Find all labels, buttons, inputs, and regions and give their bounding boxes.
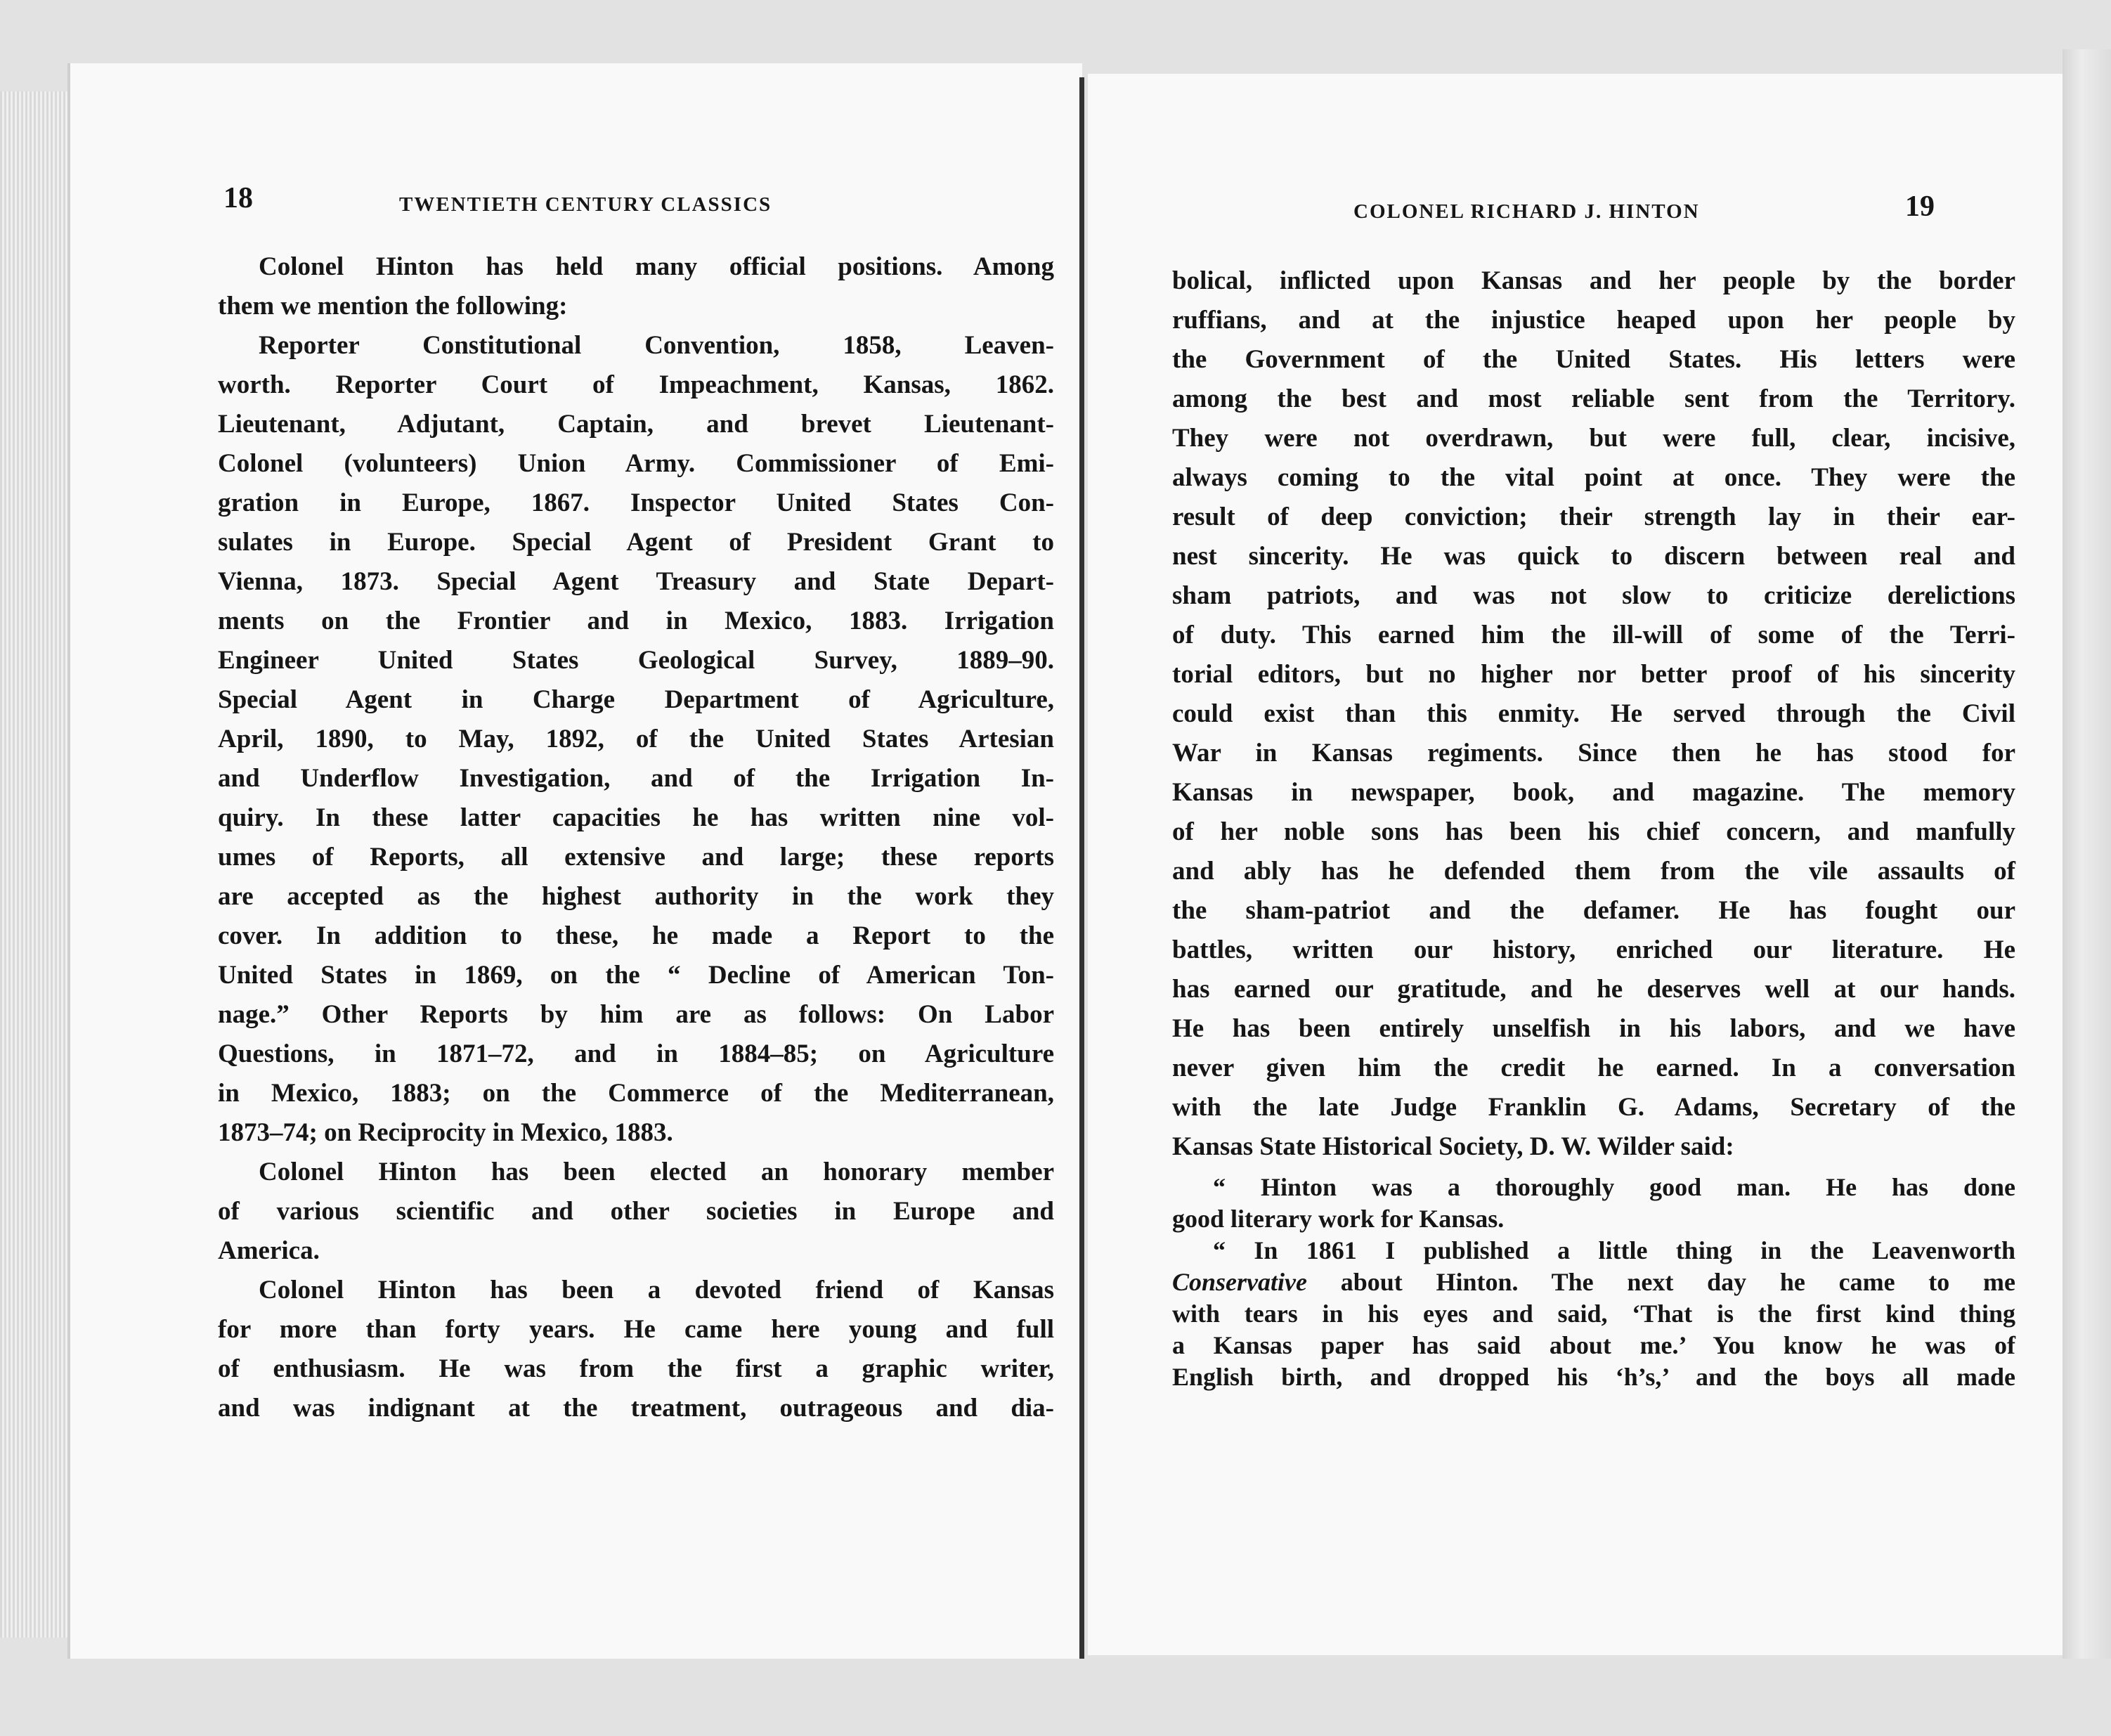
text-line: of enthusiasm. He was from the first a graphic writer,	[218, 1354, 1054, 1383]
text-line: Colonel Hinton has been elected an honorary member	[259, 1158, 1054, 1186]
text-line: among the best and most reliable sent from the Territory.	[1172, 384, 2015, 413]
page-number: 19	[1905, 190, 1935, 223]
text-line: and ably has he defended them from the vile assaults of	[1172, 857, 2015, 886]
running-head: COLONEL RICHARD J. HINTON	[1353, 200, 1700, 223]
block-quote	[1172, 1172, 2015, 1393]
right-body	[1172, 261, 2015, 1167]
left-page	[70, 63, 1082, 1659]
text-line: the sham-patriot and the defamer. He has fought our	[1172, 896, 2015, 925]
text-line: He has been entirely unselfish in his labors, and we have	[1172, 1014, 2015, 1043]
right-page	[1088, 74, 2063, 1655]
book-gutter	[1079, 77, 1084, 1659]
text-line: Colonel Hinton has been a devoted friend of Kansas	[259, 1276, 1054, 1304]
text-line: for more than forty years. He came here young and full	[218, 1315, 1054, 1344]
quote-line	[1172, 1267, 2015, 1298]
text-line: Vienna, 1873. Special Agent Treasury and State Depart-	[218, 567, 1054, 596]
quote-line: English birth, and dropped his ‘h’s,’ and the boys all made	[1172, 1363, 2015, 1391]
newspaper-title: Conservative	[1172, 1268, 1307, 1296]
text-line: the Government of the United States. His letters were	[1172, 345, 2015, 374]
text-line: battles, written our history, enriched our literature. He	[1172, 935, 2015, 964]
text-line: umes of Reports, all extensive and large; these reports	[218, 843, 1054, 872]
text-line: worth. Reporter Court of Impeachment, Kansas, 1862.	[218, 370, 1054, 399]
text-line: 1873–74; on Reciprocity in Mexico, 1883.	[218, 1118, 673, 1147]
text-line: torial editors, but no higher nor better proof of his sincerity	[1172, 660, 2015, 689]
running-head: TWENTIETH CENTURY CLASSICS	[399, 193, 772, 216]
text-line: result of deep conviction; their strength lay in their ear-	[1172, 503, 2015, 531]
text-line: could exist than this enmity. He served through the Civil	[1172, 699, 2015, 728]
text-line: sulates in Europe. Special Agent of President Grant to	[218, 528, 1054, 557]
text-line: America.	[218, 1236, 320, 1265]
quote-line: “ In 1861 I published a little thing in the Leavenworth	[1213, 1236, 2015, 1264]
quote-line: “ Hinton was a thoroughly good man. He has done	[1213, 1173, 2015, 1201]
quote-line: with tears in his eyes and said, ‘That is the first kind thing	[1172, 1300, 2015, 1328]
text-line: United States in 1869, on the “ Decline of American Ton-	[218, 961, 1054, 990]
page-stack-edge	[0, 91, 70, 1638]
page-number: 18	[223, 182, 253, 214]
text-line: nest sincerity. He was quick to discern between real and	[1172, 542, 2015, 571]
text-line: Lieutenant, Adjutant, Captain, and brevet Lieutenant-	[218, 410, 1054, 439]
text-line: of her noble sons has been his chief concern, and manfully	[1172, 817, 2015, 846]
text-line: has earned our gratitude, and he deserves well at our hands.	[1172, 975, 2015, 1004]
text-line: Colonel (volunteers) Union Army. Commissioner of Emi-	[218, 449, 1054, 478]
text-line: with the late Judge Franklin G. Adams, Secretary of the	[1172, 1093, 2015, 1122]
text-line: never given him the credit he earned. In a conversation	[1172, 1054, 2015, 1082]
text-line: of duty. This earned him the ill-will of some of the Terri-	[1172, 621, 2015, 649]
text-line: always coming to the vital point at once. They were the	[1172, 463, 2015, 492]
right-page-edge	[2063, 49, 2111, 1659]
text-line: are accepted as the highest authority in the work they	[218, 882, 1054, 911]
text-line: Colonel Hinton has held many official positions. Among	[259, 252, 1054, 281]
text-line: ruffians, and at the injustice heaped upon her people by	[1172, 306, 2015, 335]
text-line: Kansas State Historical Society, D. W. Wilder said:	[1172, 1132, 1734, 1161]
text-line: War in Kansas regiments. Since then he has stood for	[1172, 739, 2015, 767]
text-line: quiry. In these latter capacities he has written nine vol-	[218, 803, 1054, 832]
text-line: and Underflow Investigation, and of the Irrigation In-	[218, 764, 1054, 793]
text-line: of various scientific and other societies in Europe and	[218, 1197, 1054, 1226]
text-line: nage.” Other Reports by him are as follows: On Labor	[218, 1000, 1054, 1029]
left-body	[218, 247, 1054, 1428]
quote-line: a Kansas paper has said about me.’ You know he was of	[1172, 1331, 2015, 1359]
quote-text: about Hinton. The next day he came to me	[1306, 1268, 2015, 1296]
text-line: gration in Europe, 1867. Inspector United States Con-	[218, 488, 1054, 517]
text-line: April, 1890, to May, 1892, of the United States Artesian	[218, 725, 1054, 753]
text-line: Kansas in newspaper, book, and magazine. The memory	[1172, 778, 2015, 807]
quote-line: good literary work for Kansas.	[1172, 1205, 1505, 1233]
text-line: bolical, inflicted upon Kansas and her people by the border	[1172, 266, 2015, 295]
text-line: Questions, in 1871–72, and in 1884–85; on Agriculture	[218, 1039, 1054, 1068]
text-line: sham patriots, and was not slow to criticize derelictions	[1172, 581, 2015, 610]
text-line: ments on the Frontier and in Mexico, 1883. Irrigation	[218, 607, 1054, 635]
text-line: Special Agent in Charge Department of Agriculture,	[218, 685, 1054, 714]
text-line: Engineer United States Geological Survey, 1889–90.	[218, 646, 1054, 675]
text-line: They were not overdrawn, but were full, clear, incisive,	[1172, 424, 2015, 453]
text-line: Reporter Constitutional Convention, 1858, Leaven-	[259, 331, 1054, 360]
text-line: them we mention the following:	[218, 292, 568, 320]
text-line: cover. In addition to these, he made a Report to the	[218, 921, 1054, 950]
text-line: and was indignant at the treatment, outrageous and dia-	[218, 1394, 1054, 1423]
text-line: in Mexico, 1883; on the Commerce of the Mediterranean,	[218, 1079, 1054, 1108]
